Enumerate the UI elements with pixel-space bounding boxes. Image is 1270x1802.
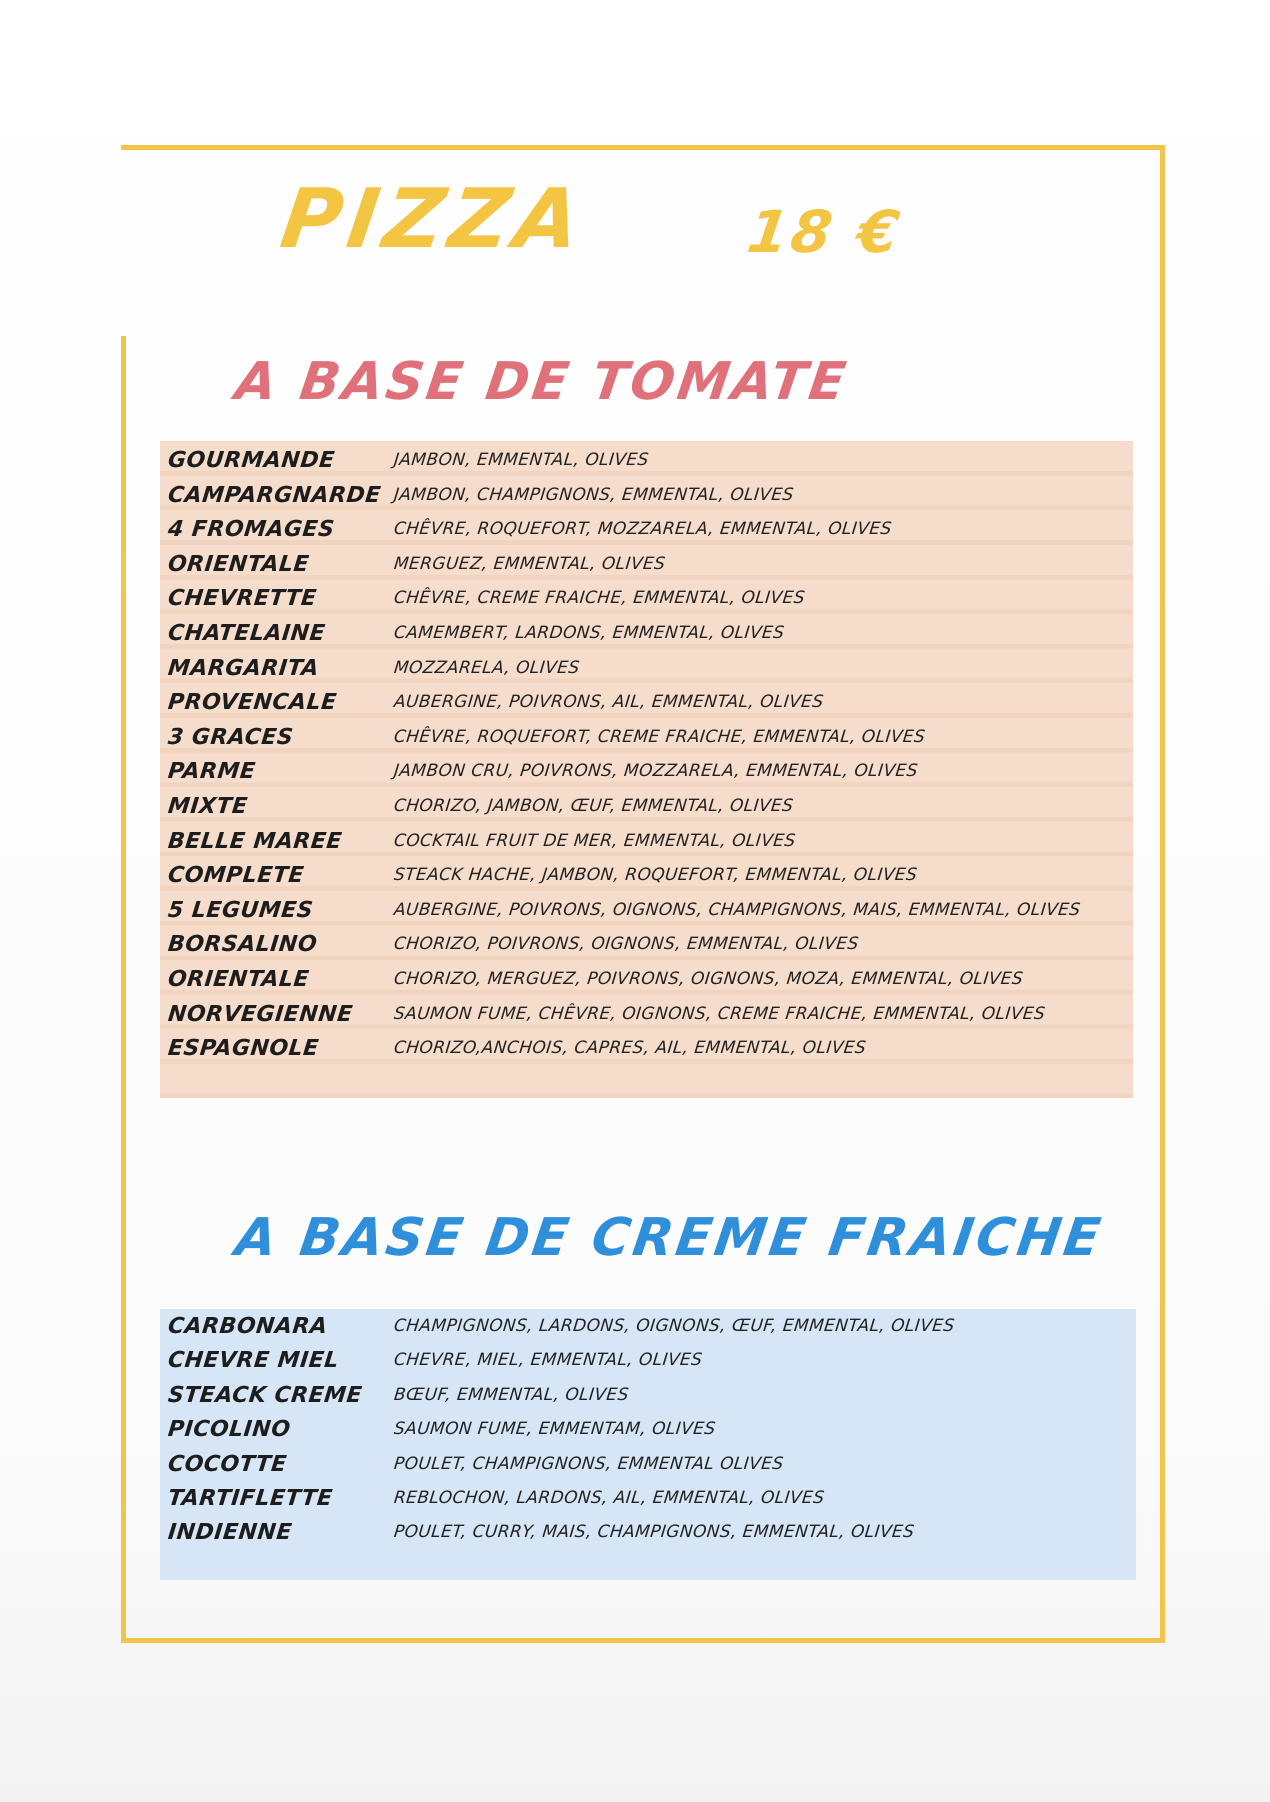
menu-title: PIZZA — [275, 172, 592, 267]
pizza-name: CHEVRETTE — [166, 586, 318, 612]
pizza-name: PARME — [166, 759, 257, 785]
menu-price: 18 € — [743, 198, 907, 266]
pizza-ingredients: CHORIZO,ANCHOIS, CAPRES, AIL, EMMENTAL, OLIVES — [392, 1038, 868, 1059]
pizza-name: CAMPARGNARDE — [166, 482, 383, 508]
pizza-ingredients: CHÊVRE, CREME FRAICHE, EMMENTAL, OLIVES — [392, 588, 807, 609]
pizza-ingredients: CHÊVRE, ROQUEFORT, MOZZARELA, EMMENTAL, OLIVES — [392, 519, 893, 540]
pizza-ingredients: JAMBON, CHAMPIGNONS, EMMENTAL, OLIVES — [392, 484, 795, 505]
pizza-name: BELLE MAREE — [166, 828, 344, 854]
pizza-name: MARGARITA — [166, 655, 321, 681]
pizza-name: PICOLINO — [166, 1417, 292, 1443]
pizza-ingredients: CHORIZO, MERGUEZ, POIVRONS, OIGNONS, MOZA, EMMENTAL, OLIVES — [392, 969, 1025, 989]
pizza-ingredients: CHÊVRE, ROQUEFORT, CREME FRAICHE, EMMENTAL, OLIVES — [392, 726, 927, 747]
pizza-ingredients: CHORIZO, POIVRONS, OIGNONS, EMMENTAL, OLIVES — [392, 934, 860, 955]
cream-pizza-table — [160, 1309, 1136, 1580]
pizza-name: CHEVRE MIEL — [166, 1348, 341, 1374]
pizza-ingredients: STEACK HACHE, JAMBON, ROQUEFORT, EMMENTAL, OLIVES — [392, 865, 919, 886]
pizza-ingredients: JAMBON, EMMENTAL, OLIVES — [392, 450, 650, 470]
pizza-name: STEACK CREME — [166, 1382, 364, 1408]
pizza-name: MIXTE — [166, 794, 249, 819]
pizza-ingredients: MOZZARELA, OLIVES — [392, 657, 581, 678]
section-heading-cream: A BASE DE CREME FRAICHE — [231, 1208, 1107, 1268]
pizza-ingredients: AUBERGINE, POIVRONS, AIL, EMMENTAL, OLIVES — [392, 692, 825, 713]
pizza-ingredients: CHORIZO, JAMBON, ŒUF, EMMENTAL, OLIVES — [392, 796, 795, 816]
pizza-ingredients: JAMBON CRU, POIVRONS, MOZZARELA, EMMENTAL, OLIVES — [392, 761, 919, 782]
pizza-ingredients: COCKTAIL FRUIT DE MER, EMMENTAL, OLIVES — [392, 830, 797, 851]
pizza-name: INDIENNE — [166, 1520, 294, 1546]
frame-border-bottom — [121, 1638, 1165, 1643]
pizza-name: COCOTTE — [166, 1451, 289, 1477]
pizza-name: 3 GRACES — [166, 724, 295, 750]
frame-border-left — [121, 336, 126, 1643]
tomato-pizza-table — [160, 441, 1133, 1098]
pizza-ingredients: BŒUF, EMMENTAL, OLIVES — [392, 1384, 630, 1405]
pizza-ingredients: REBLOCHON, LARDONS, AIL, EMMENTAL, OLIVES — [392, 1488, 826, 1508]
pizza-name: NORVEGIENNE — [166, 1001, 355, 1027]
pizza-name: GOURMANDE — [166, 448, 337, 473]
pizza-name: CHATELAINE — [166, 621, 327, 646]
pizza-name: ORIENTALE — [166, 551, 311, 577]
frame-border-top — [121, 145, 1165, 150]
pizza-ingredients: CAMEMBERT, LARDONS, EMMENTAL, OLIVES — [392, 623, 786, 643]
pizza-ingredients: AUBERGINE, POIVRONS, OIGNONS, CHAMPIGNONS, MAIS, EMMENTAL, OLIVES — [392, 899, 1082, 920]
pizza-name: CARBONARA — [166, 1314, 329, 1339]
pizza-name: COMPLETE — [166, 863, 306, 889]
pizza-name: BORSALINO — [166, 932, 319, 958]
pizza-ingredients: CHEVRE, MIEL, EMMENTAL, OLIVES — [392, 1350, 704, 1371]
pizza-name: ESPAGNOLE — [166, 1036, 321, 1062]
pizza-ingredients: SAUMON FUME, CHÊVRE, OIGNONS, CREME FRAICHE, EMMENTAL, OLIVES — [392, 1003, 1047, 1024]
frame-border-right — [1160, 145, 1165, 1643]
pizza-ingredients: POULET, CURRY, MAIS, CHAMPIGNONS, EMMENTAL, OLIVES — [392, 1522, 916, 1543]
pizza-name: TARTIFLETTE — [166, 1486, 334, 1511]
pizza-ingredients: CHAMPIGNONS, LARDONS, OIGNONS, ŒUF, EMMENTAL, OLIVES — [392, 1316, 956, 1336]
pizza-name: PROVENCALE — [166, 690, 338, 716]
pizza-name: 4 FROMAGES — [166, 517, 336, 543]
pizza-ingredients: SAUMON FUME, EMMENTAM, OLIVES — [392, 1419, 717, 1440]
pizza-name: ORIENTALE — [166, 967, 311, 992]
pizza-ingredients: POULET, CHAMPIGNONS, EMMENTAL OLIVES — [392, 1453, 785, 1474]
section-heading-tomato: A BASE DE TOMATE — [231, 352, 852, 412]
pizza-name: 5 LEGUMES — [166, 897, 315, 923]
pizza-ingredients: MERGUEZ, EMMENTAL, OLIVES — [392, 553, 667, 574]
